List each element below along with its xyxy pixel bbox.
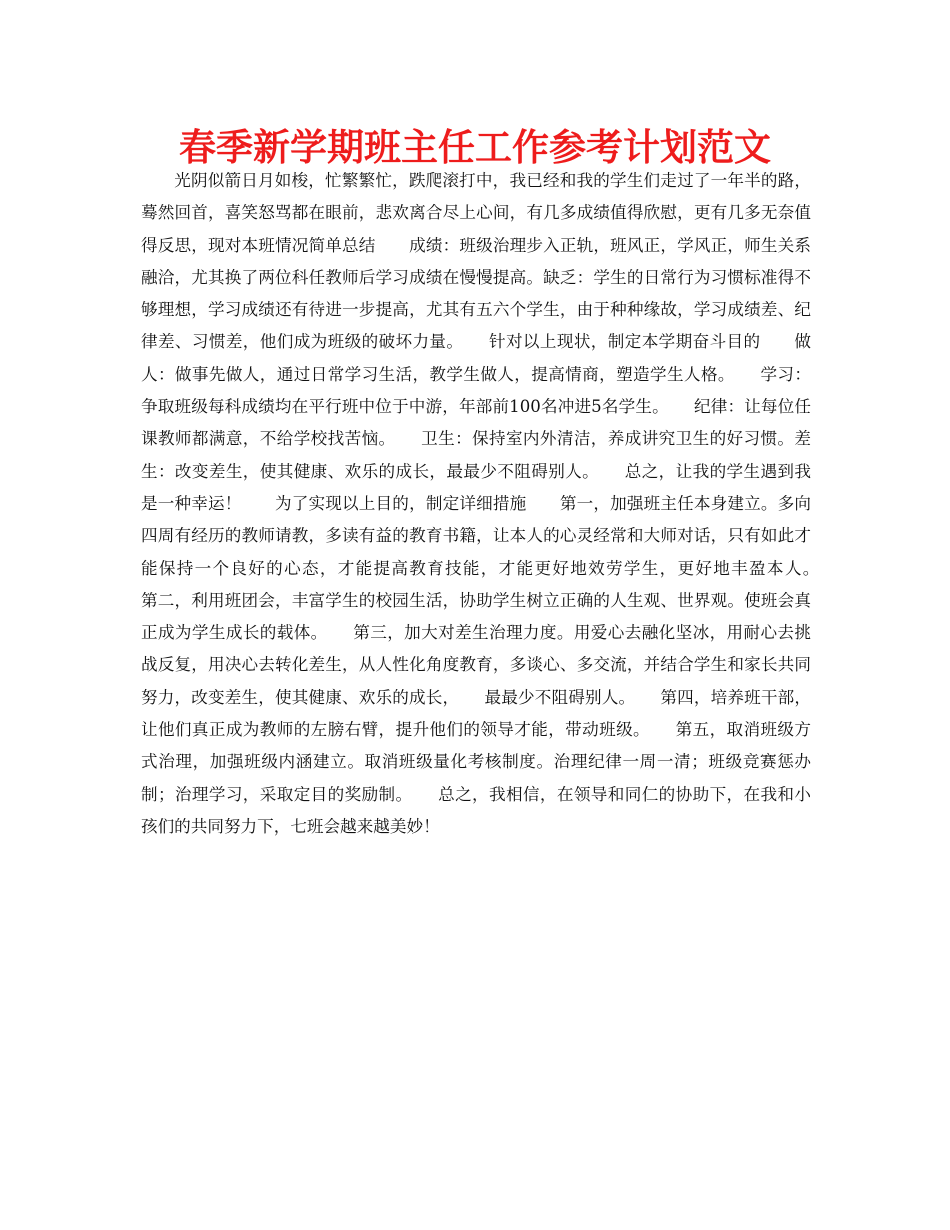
document-title: 春季新学期班主任工作参考计划范文 <box>179 126 771 169</box>
document-body: 光阴似箭日月如梭，忙繁繁忙，跌爬滚打中，我已经和我的学生们走过了一年半的路，蓦然回首，喜笑怒骂都在眼前，悲欢离合尽上心间，有几多成绩值得欣慰，更有几多无奈值得反思，现对本班情况简单总结 成绩：班级治理步入正轨，班风正，学风正，师生关系融洽，尤其换了两位科任教师后学习成绩在慢慢提高。缺乏：学生的日常行为习惯标准得不够理想，学习成绩还有待进一步提高，尤其有五六个学生，由于种种缘故，学习成绩差、纪律差、习惯差，他们成为班级的破坏力量。 针对以上现状，制定本学期奋斗目的 做人：做事先做人，通过日常学习生活，教学生做人，提高情商，塑造学生人格。 学习：争取班级每科成绩均在平行班中位于中游，年部前100名冲进5名学生。 纪律：让每位任课教师都满意，不给学校找苦恼。 卫生：保持室内外清洁，养成讲究卫生的好习惯。差生：改变差生，使其健康、欢乐的成长，最最少不阻碍别人。 总之，让我的学生遇到我是一种幸运！ 为了实现以上目的，制定详细措施 第一，加强班主任本身建立。多向四周有经历的教师请教，多读有益的教育书籍，让本人的心灵经常和大师对话，只有如此才能保持一个良好的心态，才能提高教育技能，才能更好地效劳学生，更好地丰盈本人。 第二，利用班团会，丰富学生的校园生活，协助学生树立正确的人生观、世界观。使班会真正成为学生成长的载体。 第三，加大对差生治理力度。用爱心去融化坚冰，用耐心去挑战反复，用决心去转化差生，从人性化角度教育，多谈心、多交流，并结合学生和家长共同努力，改变差生，使其健康、欢乐的成长， 最最少不阻碍别人。 第四，培养班干部，让他们真正成为教师的左膀右臂，提升他们的领导才能，带动班级。 第五，取消班级方式治理，加强班级内涵建立。取消班级量化考核制度。治理纪律一周一清；班级竞赛惩办制；治理学习，采取定目的奖励制。 总之，我相信，在领导和同仁的协助下，在我和小孩们的共同努力下，七班会越来越美妙！ <box>141 171 845 836</box>
